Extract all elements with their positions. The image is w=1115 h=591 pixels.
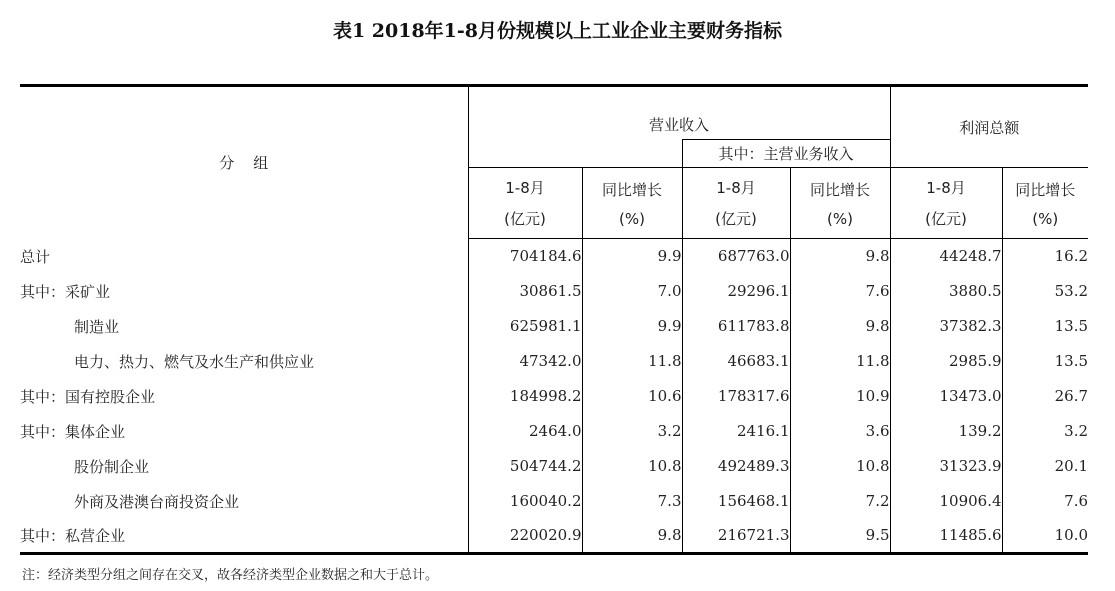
row-label: 其中：采矿业 xyxy=(20,274,468,309)
table-row xyxy=(20,274,1088,309)
revenue-yoy-cell: 11.8 xyxy=(582,344,682,379)
profit-yoy-cell: 7.6 xyxy=(1064,492,1089,510)
revenue-cell: 160040.2 xyxy=(468,484,582,519)
period-label: 1-8月 xyxy=(926,179,966,197)
revenue-yoy-cell: 10.8 xyxy=(582,449,682,484)
main-period-header xyxy=(682,168,790,239)
revenue-yoy-cell: 3.2 xyxy=(582,414,682,449)
main-revenue-yoy-cell: 10.8 xyxy=(790,449,890,484)
revenue-cell: 704184.6 xyxy=(468,239,582,274)
revenue-yoy-cell: 9.8 xyxy=(582,519,682,554)
table-row xyxy=(20,379,1088,414)
table-row xyxy=(20,414,1088,449)
table-row xyxy=(20,449,1088,484)
revenue-cell: 220020.9 xyxy=(468,519,582,554)
revenue-cell: 47342.0 xyxy=(468,344,582,379)
main-revenue-yoy-cell: 7.6 xyxy=(790,274,890,309)
profit-yoy-cell: 13.5 xyxy=(1054,352,1089,370)
main-revenue-yoy-cell: 9.5 xyxy=(790,519,890,554)
profit-cell: 10906.4 xyxy=(890,484,1002,519)
row-label: 股份制企业 xyxy=(20,449,468,484)
profit-cell: 31323.9 xyxy=(890,449,1002,484)
profit-yoy-cell: 26.7 xyxy=(1054,387,1089,405)
profit-period-header xyxy=(890,168,1002,239)
revenue-yoy-cell: 7.3 xyxy=(582,484,682,519)
profit-cell: 13473.0 xyxy=(890,379,1002,414)
profit-yoy-header xyxy=(1002,168,1088,239)
main-revenue-yoy-cell: 7.2 xyxy=(790,484,890,519)
profit-yoy-cell: 13.5 xyxy=(1054,317,1089,335)
main-revenue-cell: 687763.0 xyxy=(682,239,790,274)
table-row xyxy=(20,309,1088,344)
revenue-cell: 2464.0 xyxy=(468,414,582,449)
main-revenue-cell: 492489.3 xyxy=(682,449,790,484)
main-revenue-cell: 178317.6 xyxy=(682,379,790,414)
financial-indicators-table xyxy=(20,84,1088,555)
revenue-cell: 30861.5 xyxy=(468,274,582,309)
main-revenue-yoy-cell: 10.9 xyxy=(790,379,890,414)
main-revenue-yoy-cell: 3.6 xyxy=(790,414,890,449)
revenue-cell: 625981.1 xyxy=(468,309,582,344)
main-revenue-yoy-cell: 9.8 xyxy=(790,239,890,274)
profit-cell: 2985.9 xyxy=(890,344,1002,379)
profit-yoy-cell: 53.2 xyxy=(1054,282,1089,300)
period-label: 1-8月 xyxy=(505,179,545,197)
revenue-yoy-cell: 7.0 xyxy=(582,274,682,309)
row-label: 其中：私营企业 xyxy=(20,519,468,554)
main-revenue-yoy-cell: 11.8 xyxy=(790,344,890,379)
revenue-header: 营业收入 xyxy=(468,86,890,140)
rev-period-header xyxy=(468,168,582,239)
profit-yoy-cell: 3.2 xyxy=(1064,422,1089,440)
table-footnote: 注：经济类型分组之间存在交叉，故各经济类型企业数据之和大于总计。 xyxy=(22,568,439,583)
profit-cell: 44248.7 xyxy=(890,239,1002,274)
main-revenue-cell: 2416.1 xyxy=(682,414,790,449)
profit-cell: 3880.5 xyxy=(890,274,1002,309)
unit-pct-label: (%) xyxy=(827,209,853,228)
main-revenue-cell: 216721.3 xyxy=(682,519,790,554)
row-label: 其中：集体企业 xyxy=(20,414,468,449)
profit-yoy-cell: 16.2 xyxy=(1054,247,1089,266)
revenue-cell: 184998.2 xyxy=(468,379,582,414)
main-revenue-cell: 29296.1 xyxy=(682,274,790,309)
table-title: 表1 2018年1-8月份规模以上工业企业主要财务指标 xyxy=(332,20,783,42)
unit-amount-label: (亿元) xyxy=(925,210,967,228)
main-revenue-cell: 611783.8 xyxy=(682,309,790,344)
revenue-yoy-cell: 9.9 xyxy=(582,309,682,344)
table-row xyxy=(20,344,1088,379)
yoy-label: 同比增长 xyxy=(810,180,871,199)
profit-yoy-cell: 10.0 xyxy=(1002,519,1088,554)
yoy-label: 同比增长 xyxy=(601,180,662,199)
revenue-cell: 504744.2 xyxy=(468,449,582,484)
rev-yoy-header xyxy=(582,168,682,239)
period-label: 1-8月 xyxy=(716,179,756,197)
revenue-yoy-cell: 9.9 xyxy=(582,239,682,274)
main-revenue-header: 其中：主营业务收入 xyxy=(682,140,890,168)
main-yoy-header xyxy=(790,168,890,239)
revenue-header-spacer xyxy=(468,140,682,168)
profit-cell: 37382.3 xyxy=(890,309,1002,344)
table-row xyxy=(20,484,1088,519)
table-row xyxy=(20,519,1088,554)
main-revenue-cell: 156468.1 xyxy=(682,484,790,519)
unit-amount-label: (亿元) xyxy=(715,210,757,228)
main-revenue-cell: 46683.1 xyxy=(682,344,790,379)
unit-amount-label: (亿元) xyxy=(504,210,546,228)
profit-cell: 139.2 xyxy=(890,414,1002,449)
table-row xyxy=(20,239,1088,274)
profit-cell: 11485.6 xyxy=(890,519,1002,554)
group-header: 分 组 xyxy=(20,86,468,239)
row-label: 制造业 xyxy=(20,309,468,344)
row-label: 其中：国有控股企业 xyxy=(20,379,468,414)
revenue-yoy-cell: 10.6 xyxy=(582,379,682,414)
row-label: 总计 xyxy=(20,239,468,274)
row-label: 电力、热力、燃气及水生产和供应业 xyxy=(20,344,468,379)
main-revenue-yoy-cell: 9.8 xyxy=(790,309,890,344)
profit-header: 利润总额 xyxy=(890,86,1088,168)
row-label: 外商及港澳台商投资企业 xyxy=(20,484,468,519)
unit-pct-label: (%) xyxy=(1032,209,1059,228)
yoy-label: 同比增长 xyxy=(1015,180,1076,199)
profit-yoy-cell: 20.1 xyxy=(1054,457,1089,475)
unit-pct-label: (%) xyxy=(619,209,645,228)
